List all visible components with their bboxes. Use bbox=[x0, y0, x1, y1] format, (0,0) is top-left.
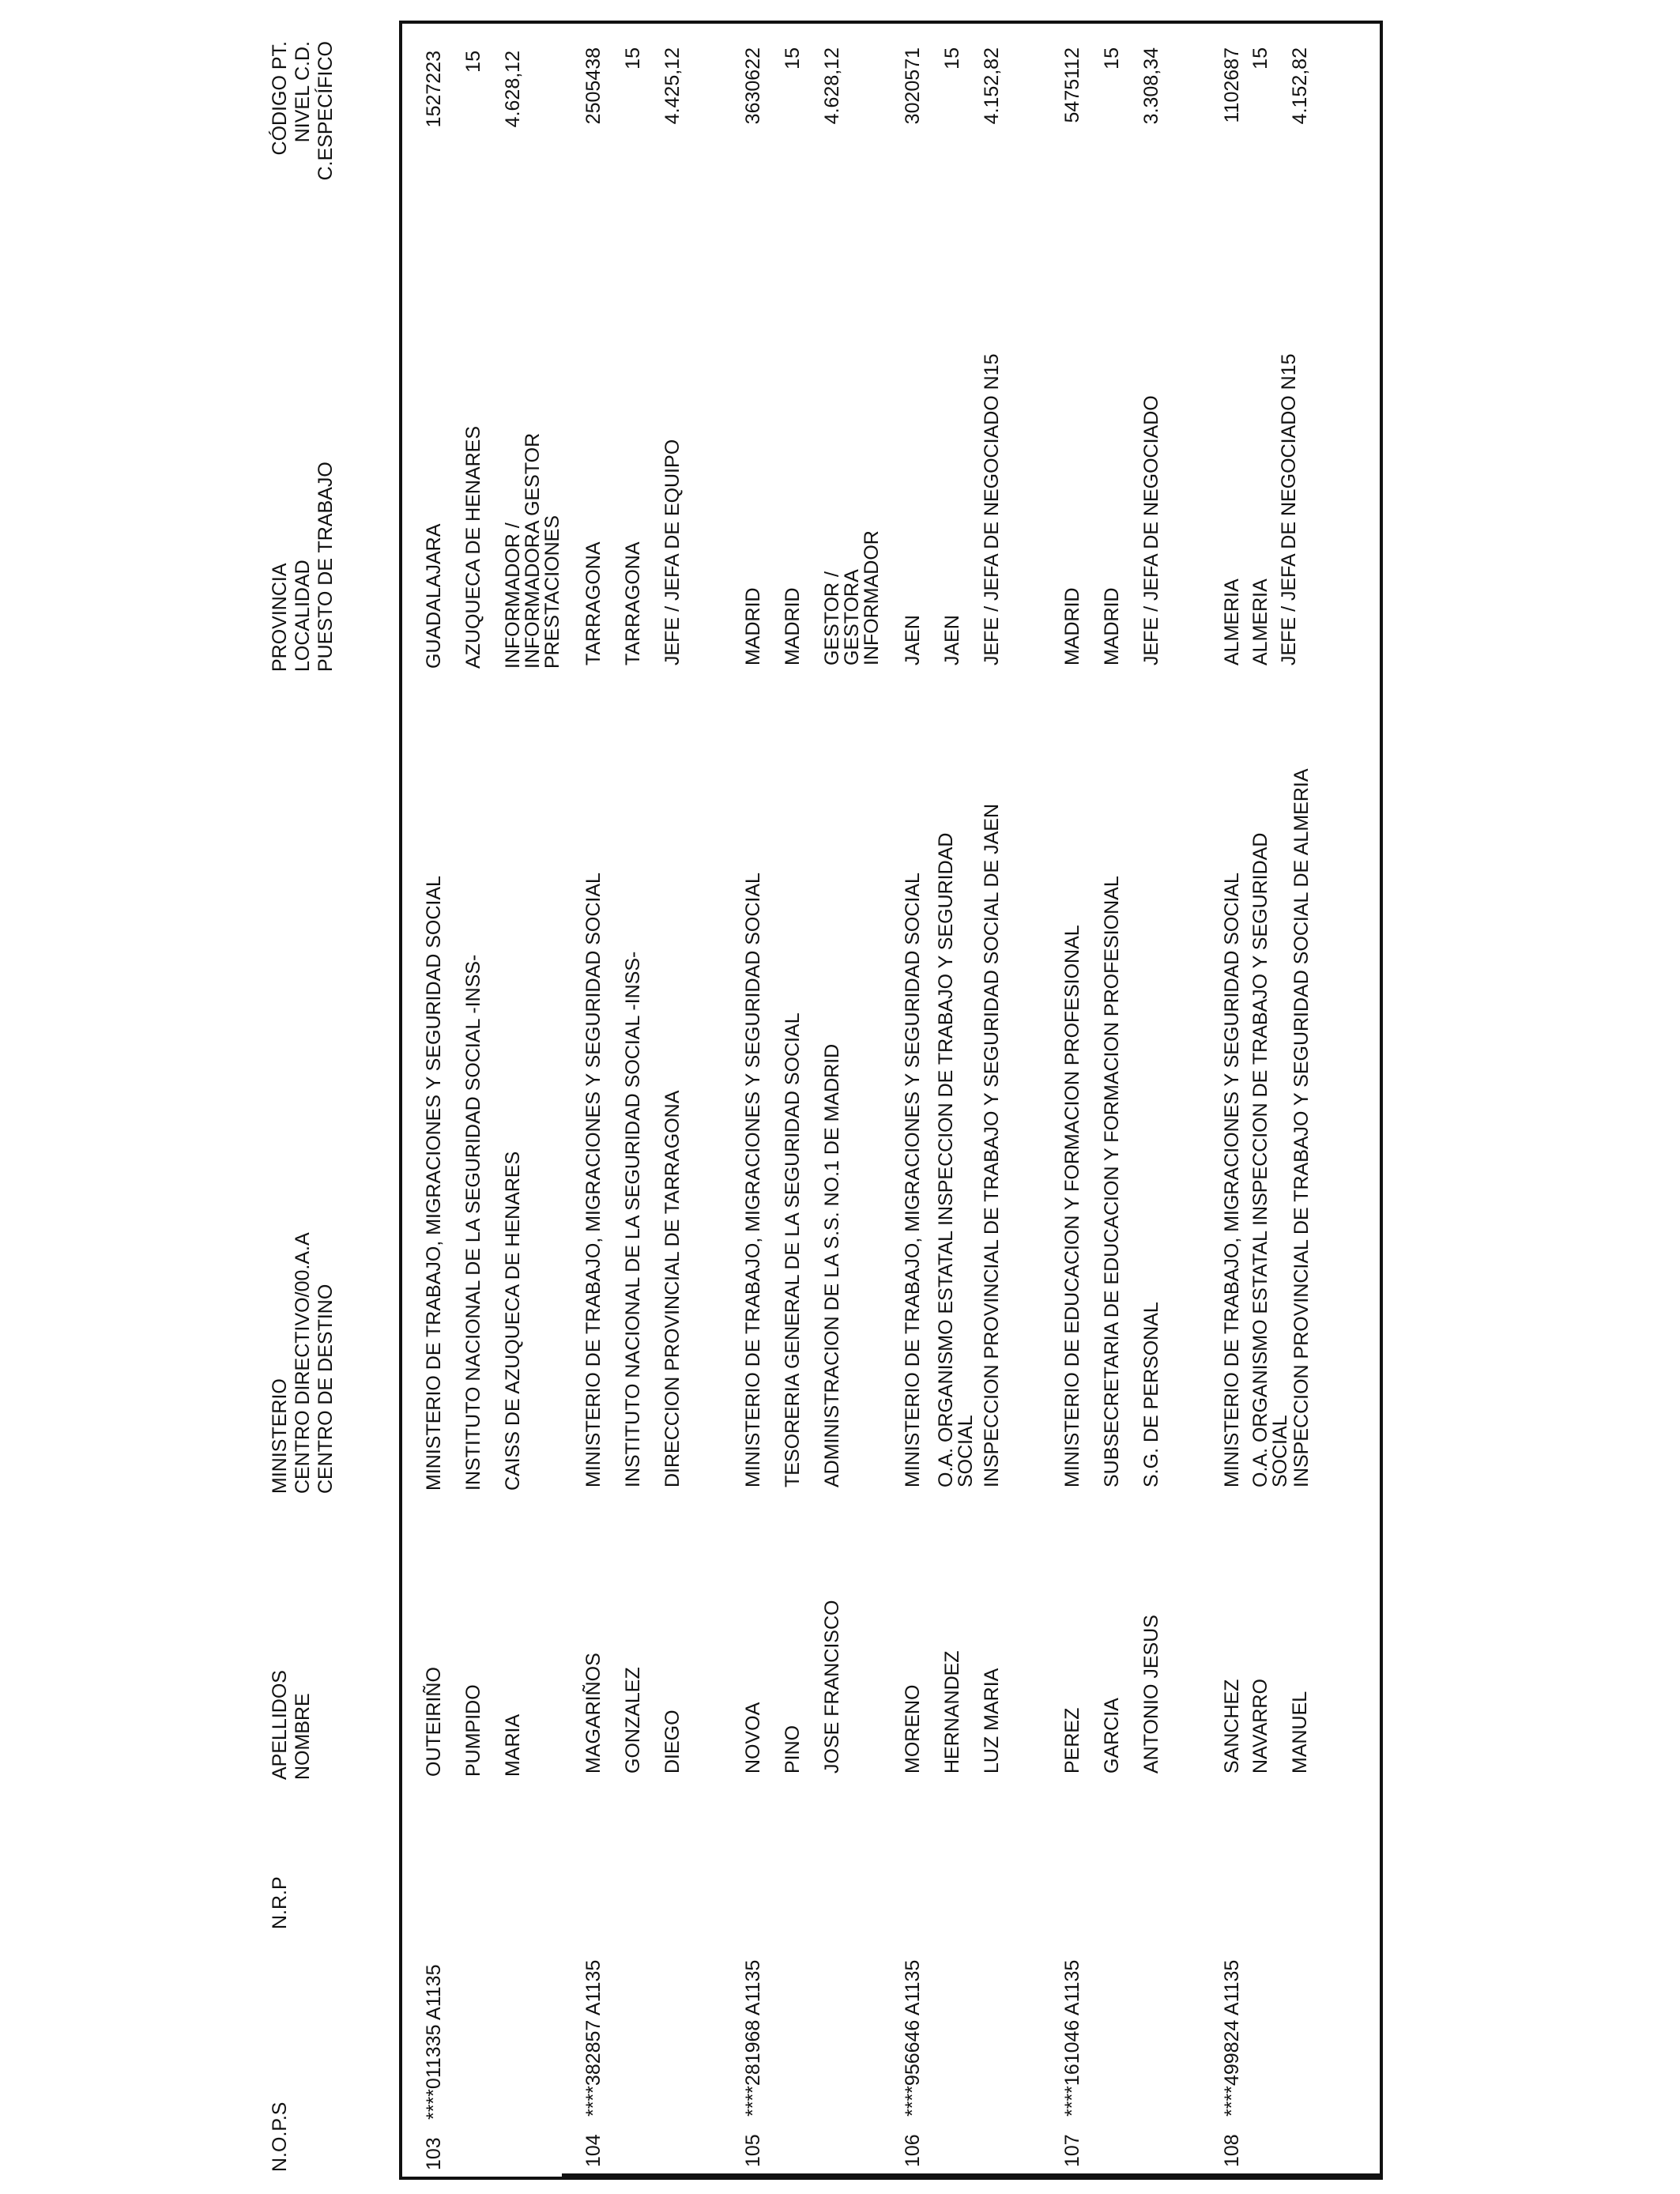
record-apellido2: GARCIA bbox=[1101, 1698, 1123, 1774]
record-ministerio: MINISTERIO DE TRABAJO, MIGRACIONES Y SEGURIDAD SOCIAL bbox=[1221, 873, 1243, 1487]
record-puesto: GESTOR / GESTORA INFORMADOR bbox=[821, 530, 883, 665]
record-apellido2: HERNANDEZ bbox=[941, 1650, 963, 1774]
header-codigo-label: CÓDIGO PT. bbox=[269, 41, 291, 156]
record-ministerio: MINISTERIO DE TRABAJO, MIGRACIONES Y SEGURIDAD SOCIAL bbox=[582, 873, 605, 1487]
header-nrp-label: N.R.P bbox=[269, 1876, 291, 1929]
record-codigo: 5475112 bbox=[1061, 47, 1083, 123]
record-nivel: 15 bbox=[462, 51, 484, 73]
record-apellido1: PEREZ bbox=[1061, 1707, 1083, 1774]
header-provincia-label: PROVINCIA bbox=[269, 563, 291, 672]
record-nombre: MARIA bbox=[502, 1713, 524, 1777]
record-nombre: ANTONIO JESUS bbox=[1140, 1615, 1162, 1774]
header-centro-directivo-label: CENTRO DIRECTIVO/00.A.A bbox=[292, 1232, 314, 1494]
record-centro-directivo: O.A. ORGANISMO ESTATAL INSPECCION DE TRABAJO Y SEGURIDAD SOCIAL bbox=[1249, 832, 1291, 1487]
header-ministerio bbox=[269, 1232, 337, 1494]
record-nombre: JOSE FRANCISCO bbox=[821, 1600, 843, 1774]
record-ministerio: MINISTERIO DE TRABAJO, MIGRACIONES Y SEGURIDAD SOCIAL bbox=[423, 876, 445, 1491]
header-provincia bbox=[269, 462, 337, 672]
record-centro-directivo: O.A. ORGANISMO ESTATAL INSPECCION DE TRABAJO Y SEGURIDAD SOCIAL bbox=[935, 832, 977, 1487]
record-centro-directivo: SUBSECRETARIA DE EDUCACION Y FORMACION PROFESIONAL bbox=[1101, 876, 1123, 1487]
record-apellido1: MAGARIÑOS bbox=[582, 1653, 605, 1774]
header-nivel-label: NIVEL C.D. bbox=[292, 41, 314, 143]
record-especifico: 4.152,82 bbox=[1289, 47, 1311, 125]
record-especifico: 4.425,12 bbox=[661, 47, 684, 125]
record-apellido2: NAVARRO bbox=[1249, 1679, 1271, 1774]
record-codigo: 1102687 bbox=[1221, 47, 1243, 123]
record-nops: 106 bbox=[902, 2134, 924, 2167]
record-apellido1: MORENO bbox=[902, 1684, 924, 1774]
record-codigo: 3020571 bbox=[902, 47, 924, 125]
record-ministerio: MINISTERIO DE EDUCACION Y FORMACION PROFESIONAL bbox=[1061, 925, 1083, 1487]
record-codigo: 2505438 bbox=[582, 47, 605, 125]
record-apellido1: SANCHEZ bbox=[1221, 1679, 1243, 1774]
record-row bbox=[1200, 24, 1380, 2177]
record-ministerio: MINISTERIO DE TRABAJO, MIGRACIONES Y SEGURIDAD SOCIAL bbox=[742, 873, 764, 1487]
record-nivel: 15 bbox=[622, 47, 644, 70]
record-apellido2: PINO bbox=[782, 1725, 804, 1774]
record-localidad: AZUQUECA DE HENARES bbox=[462, 425, 484, 669]
record-nrp: ****382857 A1135 bbox=[582, 1959, 605, 2117]
header-ministerio-label: MINISTERIO bbox=[269, 1378, 291, 1494]
record-provincia: JAEN bbox=[902, 615, 924, 665]
record-centro-directivo: INSTITUTO NACIONAL DE LA SEGURIDAD SOCIAL -INSS- bbox=[462, 954, 484, 1491]
record-puesto: JEFE / JEFA DE NEGOCIADO bbox=[1140, 395, 1162, 665]
record-row bbox=[721, 24, 881, 2177]
record-apellido1: OUTEIRIÑO bbox=[423, 1667, 445, 1777]
header-puesto-label: PUESTO DE TRABAJO bbox=[315, 462, 337, 672]
record-nombre: DIEGO bbox=[661, 1710, 684, 1774]
record-codigo: 1527223 bbox=[423, 51, 445, 128]
record-nops: 104 bbox=[582, 2134, 605, 2167]
record-especifico: 4.152,82 bbox=[981, 47, 1003, 125]
record-apellido2: GONZALEZ bbox=[622, 1667, 644, 1774]
record-especifico: 4.628,12 bbox=[821, 47, 843, 125]
record-centro-destino: S.G. DE PERSONAL bbox=[1140, 1302, 1162, 1487]
record-row bbox=[1041, 24, 1200, 2177]
record-provincia: MADRID bbox=[742, 587, 764, 665]
header-localidad-label: LOCALIDAD bbox=[292, 560, 314, 672]
record-centro-destino: ADMINISTRACION DE LA S.S. NO.1 DE MADRID bbox=[821, 1043, 843, 1487]
record-localidad: MADRID bbox=[1101, 587, 1123, 665]
record-puesto: JEFE / JEFA DE NEGOCIADO N15 bbox=[1278, 353, 1300, 665]
record-nrp: ****956646 A1135 bbox=[902, 1959, 924, 2117]
record-nivel: 15 bbox=[941, 47, 963, 70]
record-codigo: 3630622 bbox=[742, 47, 764, 125]
header-nops bbox=[269, 2102, 292, 2172]
record-nivel: 15 bbox=[782, 47, 804, 70]
header-especifico-label: C.ESPECÍFICO bbox=[315, 41, 337, 181]
record-apellido2: PUMPIDO bbox=[462, 1684, 484, 1777]
record-provincia: TARRAGONA bbox=[582, 541, 605, 665]
record-nrp: ****281968 A1135 bbox=[742, 1959, 764, 2117]
record-localidad: JAEN bbox=[941, 615, 963, 665]
record-centro-destino: DIRECCION PROVINCIAL DE TARRAGONA bbox=[661, 1090, 684, 1487]
header-nops-label: N.O.P.S bbox=[269, 2102, 291, 2172]
record-provincia: MADRID bbox=[1061, 587, 1083, 665]
header-centro-destino-label: CENTRO DE DESTINO bbox=[315, 1284, 337, 1494]
record-centro-directivo: TESORERIA GENERAL DE LA SEGURIDAD SOCIAL bbox=[782, 1012, 804, 1487]
record-nrp: ****011335 A1135 bbox=[423, 1964, 445, 2120]
records-table bbox=[399, 21, 1383, 2180]
record-nrp: ****161046 A1135 bbox=[1061, 1959, 1083, 2117]
record-nombre: MANUEL bbox=[1289, 1691, 1311, 1774]
record-row bbox=[562, 24, 721, 2177]
record-centro-directivo: INSTITUTO NACIONAL DE LA SEGURIDAD SOCIAL -INSS- bbox=[622, 951, 644, 1487]
record-especifico: 4.628,12 bbox=[502, 51, 524, 128]
record-nops: 103 bbox=[423, 2137, 445, 2170]
header-apellidos-label: APELLIDOS bbox=[269, 1670, 291, 1780]
record-provincia: GUADALAJARA bbox=[423, 523, 445, 669]
record-centro-destino: CAISS DE AZUQUECA DE HENARES bbox=[502, 1151, 524, 1491]
record-nivel: 15 bbox=[1249, 47, 1271, 70]
record-puesto: JEFE / JEFA DE NEGOCIADO N15 bbox=[981, 353, 1003, 665]
record-puesto: INFORMADOR / INFORMADORA GESTOR PRESTACIONES bbox=[502, 432, 563, 669]
record-nops: 107 bbox=[1061, 2134, 1083, 2167]
record-nops: 108 bbox=[1221, 2134, 1243, 2167]
record-nombre: LUZ MARIA bbox=[981, 1668, 1003, 1774]
record-especifico: 3.308,34 bbox=[1140, 47, 1162, 125]
record-row bbox=[402, 24, 562, 2177]
record-row bbox=[881, 24, 1041, 2177]
record-localidad: TARRAGONA bbox=[622, 541, 644, 665]
record-apellido1: NOVOA bbox=[742, 1702, 764, 1774]
header-nrp bbox=[269, 1876, 292, 1929]
record-provincia: ALMERIA bbox=[1221, 579, 1243, 665]
record-nrp: ****499824 A1135 bbox=[1221, 1959, 1243, 2117]
record-localidad: ALMERIA bbox=[1249, 579, 1271, 665]
record-nivel: 15 bbox=[1101, 47, 1123, 70]
record-puesto: JEFE / JEFA DE EQUIPO bbox=[661, 439, 684, 665]
record-centro-destino: INSPECCION PROVINCIAL DE TRABAJO Y SEGURIDAD SOCIAL DE JAEN bbox=[981, 803, 1003, 1487]
record-localidad: MADRID bbox=[782, 587, 804, 665]
record-centro-destino: INSPECCION PROVINCIAL DE TRABAJO Y SEGURIDAD SOCIAL DE ALMERIA bbox=[1290, 768, 1313, 1487]
header-codigo bbox=[269, 41, 337, 218]
header-nombre-label: NOMBRE bbox=[292, 1693, 314, 1780]
record-nops: 105 bbox=[742, 2134, 764, 2167]
header-apellidos bbox=[269, 1670, 315, 1780]
record-ministerio: MINISTERIO DE TRABAJO, MIGRACIONES Y SEGURIDAD SOCIAL bbox=[902, 873, 924, 1487]
